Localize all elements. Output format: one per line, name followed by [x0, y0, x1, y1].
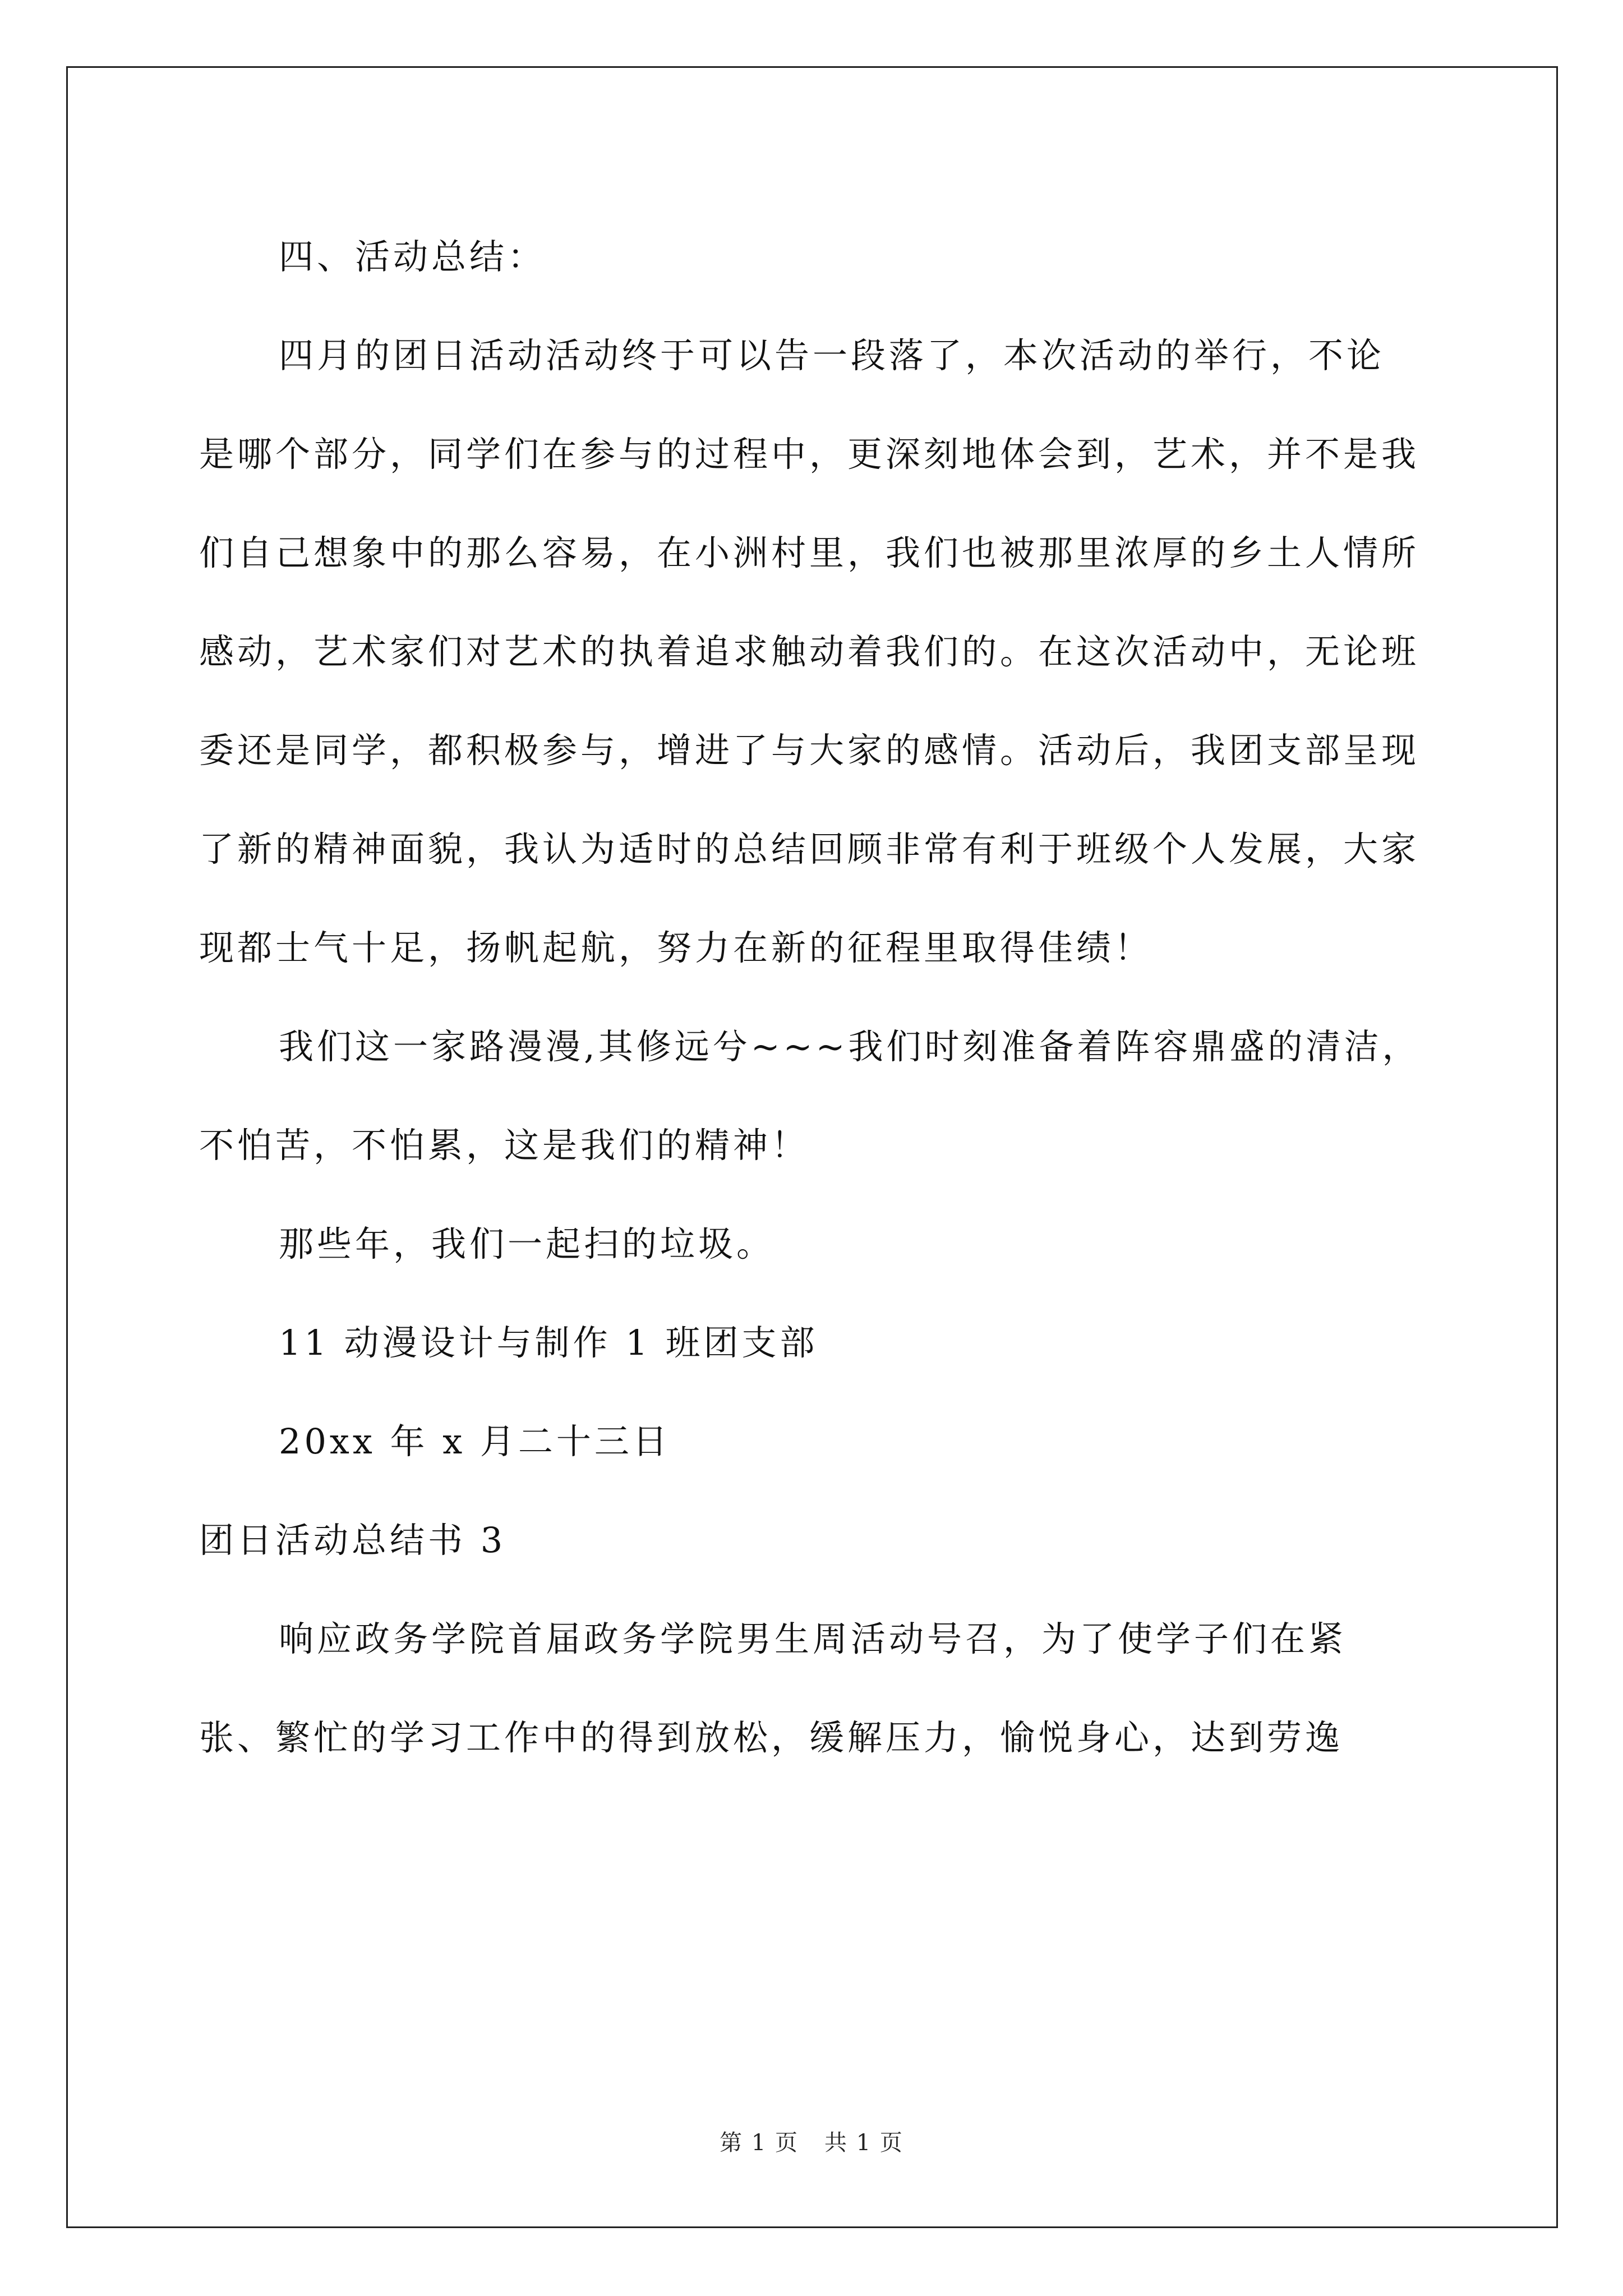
page-footer — [0, 2125, 1623, 2157]
section-heading: 四、活动总结： — [279, 236, 546, 277]
document-body — [199, 208, 1422, 1787]
body-paragraph: 响应政务学院首届政务学院男生周活动号召，为了使学子们在紧张、繁忙的学习工作中的得到放松，缓解压力，愉悦身心，达到劳逸 — [199, 1618, 1347, 1758]
signature-date: 20xx 年 x 月二十三日 — [279, 1421, 671, 1462]
body-paragraph: 我们这一家路漫漫,其修远兮~~~我们时刻准备着阵容鼎盛的清洁，不怕苦，不怕累，这是我们的精神！ — [199, 1026, 1421, 1166]
signature-organization: 11 动漫设计与制作 1 班团支部 — [279, 1322, 818, 1363]
page-number-current: 第 1 页 — [720, 2130, 799, 2156]
body-paragraph: 四月的团日活动活动终于可以告一段落了，本次活动的举行，不论是哪个部分，同学们在参与的过程中，更深刻地体会到，艺术，并不是我们自己想象中的那么容易，在小洲村里，我们也被那里浓厚的乡土人情所感动，艺术家们对艺术的执着追求触动着我们的。在这次活动中，无论班委还是同学，都积极参与，增进了与大家的感情。活动后，我团支部呈现了新的精神面貌，我认为适时的总结回顾非常有利于班级个人发展，大家现都士气十足，扬帆起航，努力在新的征程里取得佳绩！ — [199, 335, 1420, 968]
page-number-total: 共 1 页 — [824, 2130, 903, 2156]
document-subtitle: 团日活动总结书 3 — [199, 1520, 506, 1561]
body-paragraph: 那些年，我们一起扫的垃圾。 — [279, 1223, 775, 1264]
